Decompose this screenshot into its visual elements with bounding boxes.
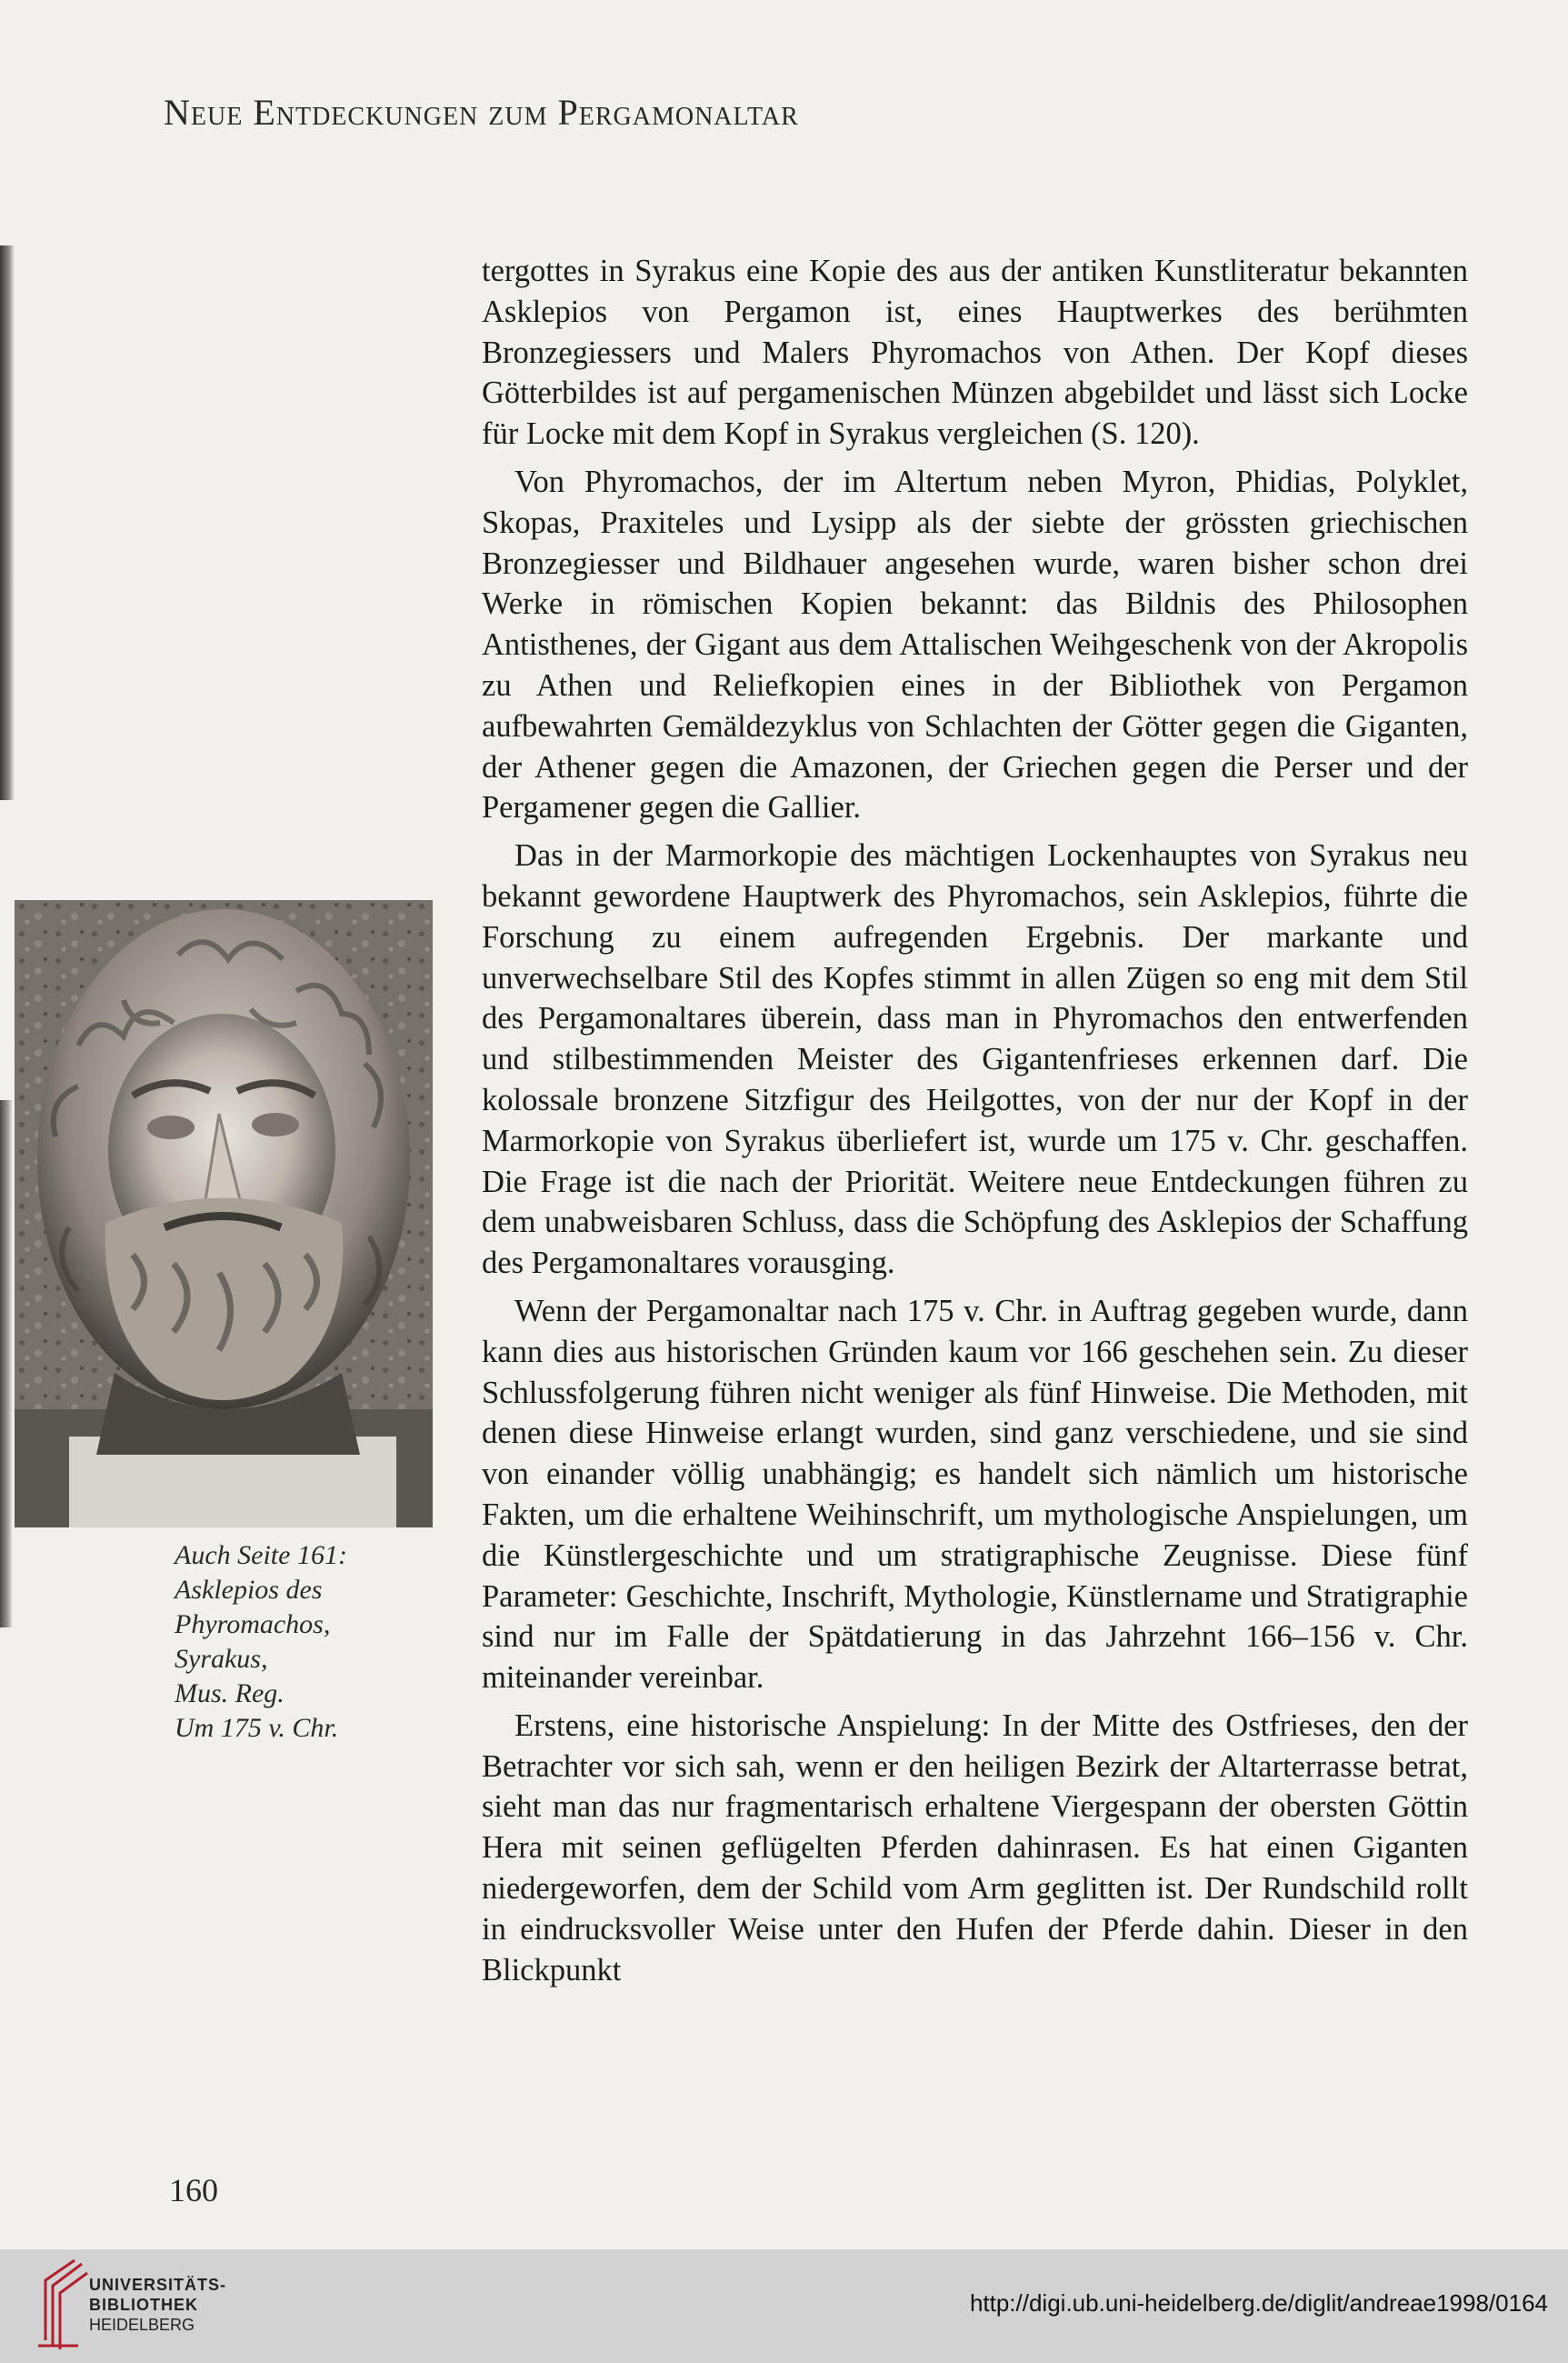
caption-line: Asklepios des <box>175 1575 323 1605</box>
paragraph: Wenn der Pergamonaltar nach 175 v. Chr. in Auftrag gegeben wurde, dann kann dies aus historischen Gründen kaum vor 166 geschehen sein. Zu dieser Schlussfolgerung führen nicht weniger als fünf Hinweise. Die Methoden, mit denen diese Hinweise erlangt wurden, sind ganz verschiedene, und sie sind von einander völlig unabhängig; es handelt sich nämlich um historische Fakten, um die erhaltene Weihinschrift, um mythologische Anspielungen, um die Künstlergeschichte und um stratigraphische Zeugnisse. Diese fünf Parameter: Geschichte, Inschrift, Mythologie, Künstlername und Stratigraphie sind nur im Falle der Spätdatierung in das Jahrzehnt 166–156 v. Chr. miteinander vereinbar. <box>482 1293 1468 1696</box>
paragraph: Von Phyromachos, der im Altertum neben Myron, Phidias, Polyklet, Skopas, Praxiteles und Lysipp als der siebte der grössten griechischen Bronzegiesser und Bildhauer angesehen wurde, waren bisher schon drei Werke in römischen Kopien bekannt: das Bildnis des Philosophen Antisthenes, der Gigant aus dem Attalischen Weihgeschenk von der Akropolis zu Athen und Reliefkopien eines in der Bibliothek von Pergamon aufbewahrten Gemäldezyklus von Schlachten der Götter gegen die Giganten, der Athener gegen die Amazonen, der Griechen gegen die Perser und der Pergamener gegen die Gallier. <box>482 464 1468 826</box>
source-url-link[interactable]: http://digi.ub.uni-heidelberg.de/diglit/andreae1998/0164 <box>969 2289 1548 2317</box>
running-title: Neue Entdeckungen zum Pergamonaltar <box>164 92 799 133</box>
caption-line: Syrakus, <box>175 1644 268 1674</box>
page-number: 160 <box>169 2172 218 2208</box>
paragraph: Erstens, eine historische Anspielung: In der Mitte des Ostfrieses, den der Betrachter vor sich sah, wenn er den heiligen Bezirk der Altarterrasse betrat, sieht man das nur fragmentarisch erhaltene Viergespann der obersten Göttin Hera mit seinen geflügelten Pferden dahinrasen. Es hat einen Giganten niedergeworfen, dem der Schild vom Arm geglitten ist. Der Rundschild rollt in eindrucksvoller Weise unter den Hufen der Pferde dahin. Dieser in den Blickpunkt <box>482 1707 1468 1988</box>
asklepios-head-photo <box>15 900 433 1527</box>
library-line: BIBLIOTHEK <box>89 2296 198 2314</box>
library-logo-icon <box>35 2258 89 2353</box>
footer-bar <box>0 2249 1568 2363</box>
caption-line: Um 175 v. Chr. <box>175 1713 339 1743</box>
library-line: HEIDELBERG <box>89 2316 195 2334</box>
paragraph: tergottes in Syrakus eine Kopie des aus der antiken Kunstliteratur bekannten Asklepios von Pergamon ist, eines Hauptwerkes des berühmten Bronzegiessers und Malers Phyromachos von Athen. Der Kopf dieses Götterbildes ist auf pergamenischen Münzen abgebildet und lässt sich Locke für Locke mit dem Kopf in Syrakus vergleichen (S. 120). <box>482 254 1468 452</box>
figure-caption <box>175 1538 411 1746</box>
page-gutter-shadow <box>0 245 15 800</box>
page-gutter-shadow-lower <box>0 1100 13 1627</box>
library-name <box>89 2275 226 2335</box>
body-text <box>482 251 1468 1998</box>
paragraph: Das in der Marmorkopie des mächtigen Lockenhauptes von Syrakus neu bekannt gewordene Hauptwerk des Phyromachos, sein Asklepios, führte die Forschung zu einem aufregenden Ergebnis. Der markante und unverwechselbare Stil des Kopfes stimmt in allen Zügen so eng mit dem Stil des Pergamonaltares überein, dass man in Phyromachos den entwerfenden und stilbestimmenden Meister des Gigantenfrieses erkennen darf. Die kolossale bronzene Sitzfigur des Heilgottes, von der nur der Kopf in der Marmorkopie von Syrakus überliefert ist, wurde um 175 v. Chr. geschaffen. Die Frage ist die nach der Priorität. Weitere neue Entdeckungen führen zu dem unabweisbaren Schluss, dass die Schöpfung des Asklepios der Schaffung des Pergamonaltares vorausging. <box>482 838 1468 1281</box>
caption-line: Mus. Reg. <box>175 1678 285 1708</box>
library-line: UNIVERSITÄTS- <box>89 2276 227 2294</box>
caption-line: Phyromachos, <box>175 1609 331 1639</box>
caption-line: Auch Seite 161: <box>175 1540 347 1570</box>
